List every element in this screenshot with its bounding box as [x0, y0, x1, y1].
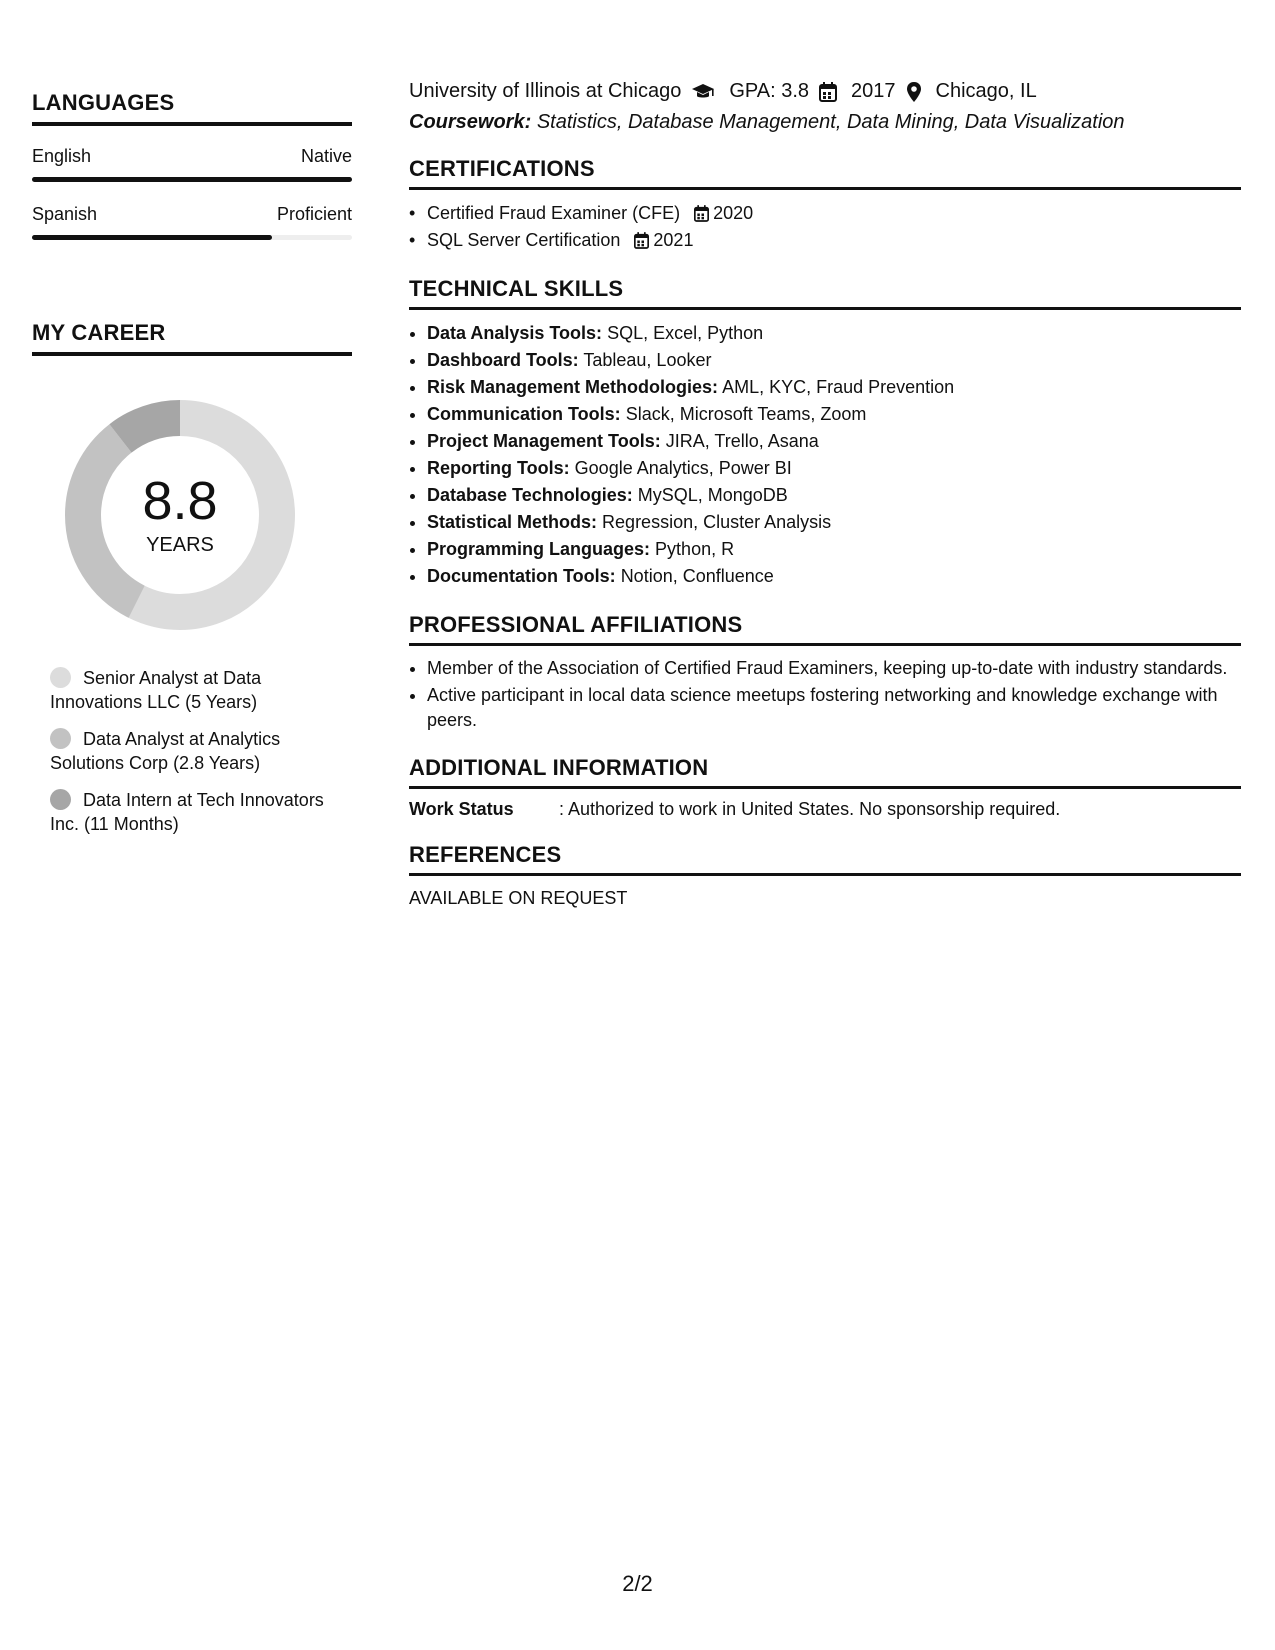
certifications-list: [409, 200, 1241, 254]
language-bar-fill: [32, 235, 272, 240]
certification-name: • Certified Fraud Examiner (CFE): [427, 203, 681, 223]
legend-label: Data Analyst at Analytics Solutions Corp (2.8 Years): [50, 729, 281, 773]
certification-year: 2020: [713, 203, 754, 223]
skill-item: [427, 401, 1241, 428]
references-section: [409, 842, 1241, 909]
references-text: AVAILABLE ON REQUEST: [409, 888, 628, 908]
location-pin-icon: [906, 81, 922, 103]
career-legend-item: [50, 788, 352, 836]
left-column: [32, 90, 352, 849]
skill-item: [427, 482, 1241, 509]
skill-value: Notion, Confluence: [620, 566, 774, 586]
skill-item: [427, 563, 1241, 590]
coursework: [409, 111, 1241, 134]
education-year: 2017: [851, 80, 896, 102]
languages-title: LANGUAGES: [32, 90, 352, 126]
legend-dot: [50, 789, 71, 810]
skill-value: MySQL, MongoDB: [637, 485, 788, 505]
skill-label: Project Management Tools:: [427, 431, 661, 451]
calendar-icon: [634, 232, 649, 249]
career-total: 8.8: [142, 470, 218, 531]
skills-section: [409, 276, 1241, 590]
affiliations-section: [409, 612, 1241, 733]
coursework-label: Coursework:: [409, 111, 532, 133]
skill-value: SQL, Excel, Python: [607, 323, 764, 343]
affiliation-item: • Active participant in local data science meetups fostering networking and knowledge exchange with peers.: [427, 683, 1241, 733]
career-title: MY CAREER: [32, 320, 352, 356]
language-bar-fill: [32, 177, 352, 182]
certifications-section: [409, 156, 1241, 254]
skill-value: JIRA, Trello, Asana: [665, 431, 819, 451]
education-school: University of Illinois at Chicago: [409, 80, 682, 102]
career-unit: YEARS: [146, 533, 214, 556]
skill-value: Regression, Cluster Analysis: [602, 512, 832, 532]
language-level: Native: [300, 146, 352, 166]
language-name: Spanish: [32, 204, 98, 224]
graduation-cap-icon: [691, 83, 715, 101]
certification-item: [427, 200, 1241, 227]
certification-name: • SQL Server Certification: [427, 230, 621, 250]
skill-label: Data Analysis Tools:: [427, 323, 603, 343]
calendar-icon: [819, 82, 837, 102]
skill-value: Tableau, Looker: [583, 350, 712, 370]
skill-label: Communication Tools:: [427, 404, 621, 424]
language-item: [32, 204, 352, 240]
skill-label: Database Technologies:: [427, 485, 633, 505]
language-level: Proficient: [276, 204, 352, 224]
skill-value: AML, KYC, Fraud Prevention: [722, 377, 955, 397]
career-legend-item: [50, 666, 352, 714]
skill-item: [427, 320, 1241, 347]
skills-list: [409, 320, 1241, 590]
affiliation-item: • Member of the Association of Certified Fraud Examiners, keeping up-to-date with industry standards.: [427, 656, 1241, 681]
additional-info-section: [409, 755, 1241, 820]
skill-label: Statistical Methods:: [427, 512, 598, 532]
legend-dot: [50, 667, 71, 688]
calendar-icon: [694, 205, 709, 222]
right-column: [409, 80, 1241, 909]
language-name: English: [32, 146, 92, 166]
certification-item: [427, 227, 1241, 254]
legend-label: Senior Analyst at Data Innovations LLC (5 Years): [50, 668, 262, 712]
career-legend-item: [50, 727, 352, 775]
skill-item: [427, 536, 1241, 563]
skills-title: TECHNICAL SKILLS: [409, 276, 1241, 310]
skill-label: Reporting Tools:: [427, 458, 570, 478]
additional-info-title: ADDITIONAL INFORMATION: [409, 755, 1241, 789]
language-bar: [32, 177, 352, 182]
career-legend: [50, 666, 352, 836]
references-title: REFERENCES: [409, 842, 1241, 876]
skill-label: Documentation Tools:: [427, 566, 616, 586]
skill-value: Python, R: [655, 539, 735, 559]
certification-year: 2021: [653, 230, 694, 250]
affiliations-list: [409, 656, 1241, 733]
coursework-list: Statistics, Database Management, Data Mining, Data Visualization: [536, 111, 1125, 133]
career-section: [32, 320, 352, 836]
skill-item: [427, 455, 1241, 482]
skill-item: [427, 374, 1241, 401]
skill-item: [427, 428, 1241, 455]
legend-label: Data Intern at Tech Innovators Inc. (11 Months): [50, 790, 324, 834]
education-line: [409, 80, 1241, 103]
career-donut: [65, 400, 295, 630]
legend-dot: [50, 728, 71, 749]
work-status-value: : Authorized to work in United States. No sponsorship required.: [559, 799, 1061, 819]
skill-label: Risk Management Methodologies:: [427, 377, 719, 397]
language-bar: [32, 235, 352, 240]
skill-label: Dashboard Tools:: [427, 350, 579, 370]
skill-label: Programming Languages:: [427, 539, 651, 559]
language-item: [32, 146, 352, 182]
certifications-title: CERTIFICATIONS: [409, 156, 1241, 190]
work-status-row: [409, 799, 1241, 820]
education-location: Chicago, IL: [935, 80, 1037, 102]
skill-item: [427, 347, 1241, 374]
affiliations-title: PROFESSIONAL AFFILIATIONS: [409, 612, 1241, 646]
skill-value: Slack, Microsoft Teams, Zoom: [625, 404, 867, 424]
work-status-label: Work Status: [409, 799, 514, 819]
page-number: 2/2: [622, 1571, 653, 1596]
education-gpa: GPA: 3.8: [729, 80, 810, 102]
skill-item: [427, 509, 1241, 536]
skill-value: Google Analytics, Power BI: [574, 458, 792, 478]
